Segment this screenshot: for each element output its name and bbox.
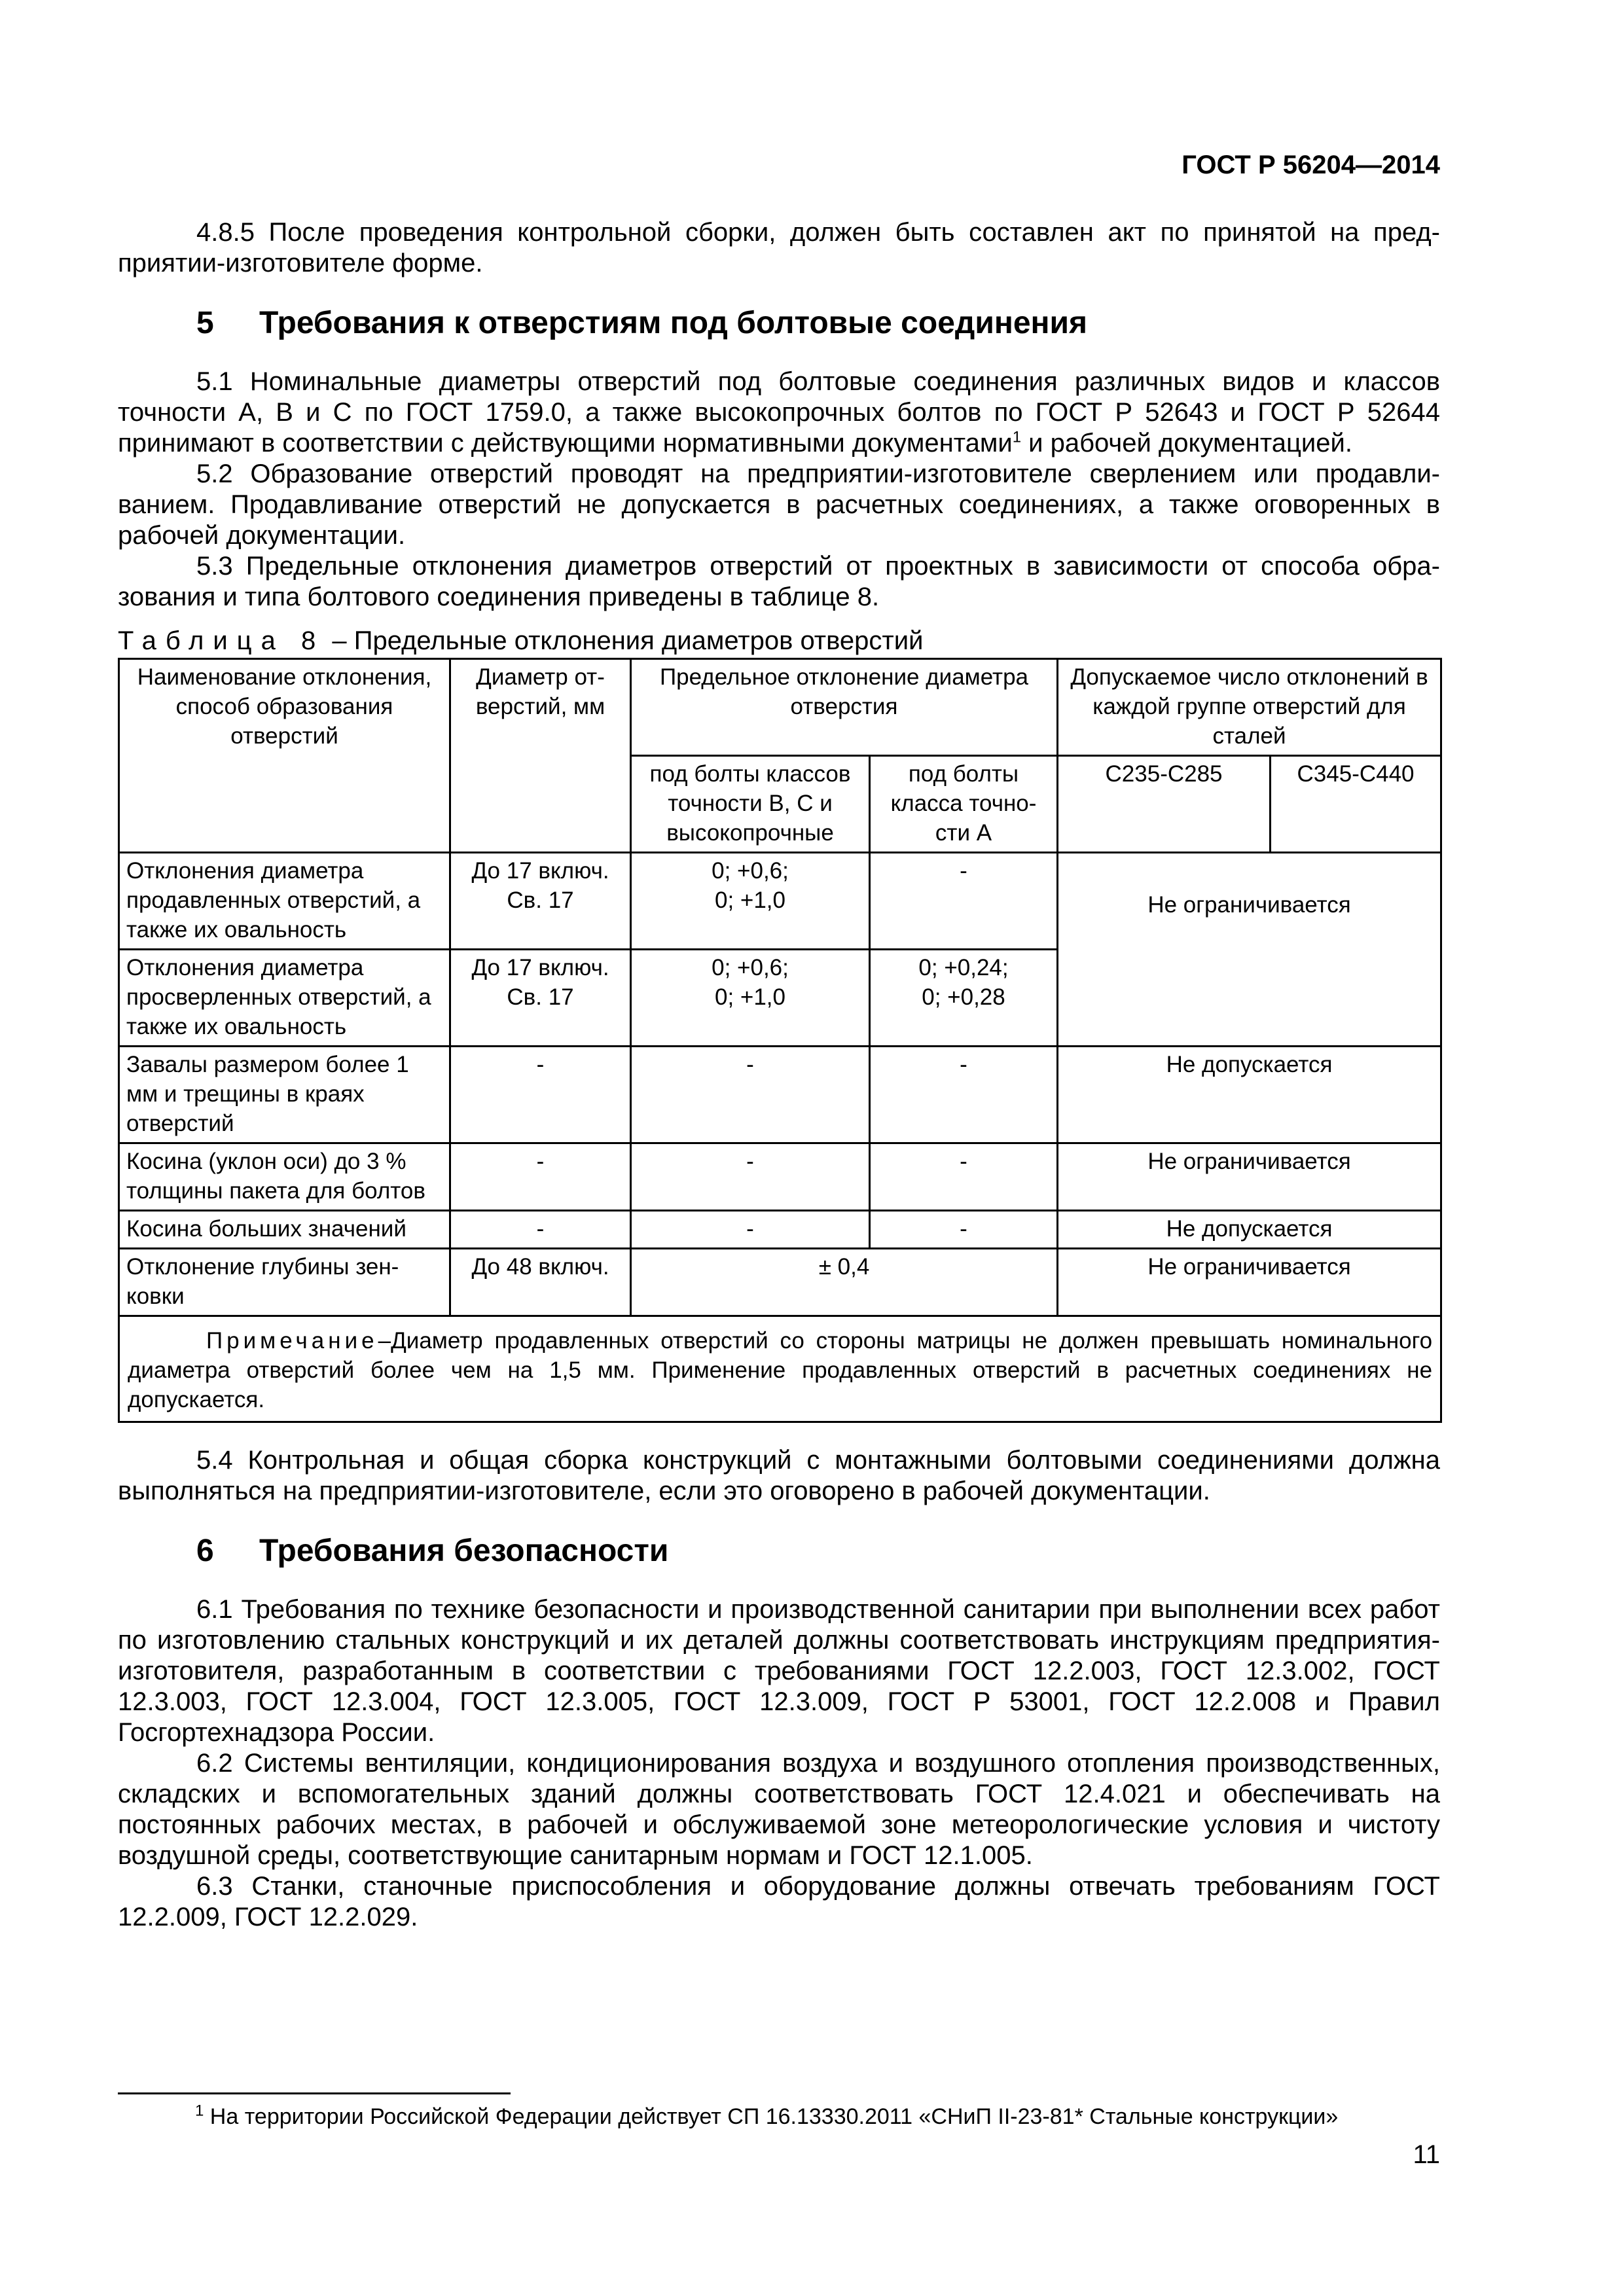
footnote-text: На территории Российской Федерации действует СП 16.13330.2011 «СНиП II-23-81* Стальные конструкции» bbox=[204, 2104, 1339, 2129]
table-header-row bbox=[119, 659, 1441, 756]
row-diameter: - bbox=[450, 1047, 631, 1143]
table-row bbox=[119, 1211, 1441, 1249]
paragraph-6-3: 6.3 Станки, станочные приспособления и оборудование должны отвечать требованиям ГОСТ 12.2.009, ГОСТ 12.2.029. bbox=[118, 1872, 1440, 1931]
row-allowed: Не ограничивается bbox=[1058, 1143, 1441, 1211]
row-dev-a bbox=[870, 853, 1058, 950]
paragraph-5-2: 5.2 Образование отверстий проводят на предприятии-изготовителе сверлением или продавливанием. Продавливание отверстий не допускается в расчетных соединениях, а также оговоренных в рабочей документации. bbox=[118, 459, 1440, 550]
note-text: Диаметр продавленных отверстий со стороны матрицы не должен превышать номинального диаметра отверстий более чем на 1,5 мм. Применение продавленных отверстий в расчетных соединениях не допускается. bbox=[128, 1328, 1433, 1412]
table-8-caption-label: Таблица 8 bbox=[118, 626, 325, 655]
header-bolts-bc: под болты классов точности В, С и высокопрочные bbox=[631, 756, 870, 853]
row-dev-line: 0; +0,28 bbox=[922, 984, 1005, 1010]
row-diameter-line: Св. 17 bbox=[507, 888, 574, 913]
row-diameter: До 48 включ. bbox=[450, 1249, 631, 1316]
paragraph-6-2: 6.2 Системы вентиляции, кондиционирования воздуха и воздушного отопления производственных, складских и вспомогательных зданий должны соответствовать ГОСТ 12.4.021 и обеспечивать на постоянных рабочих местах, в рабочей и обслуживаемой зоне метеорологические условия и чистоту воздушной среды, соответствующие санитарным нормам и ГОСТ 12.1.005. bbox=[118, 1749, 1440, 1870]
table-8-caption-dash: – bbox=[332, 626, 347, 655]
row-name: Завалы размером более 1 мм и трещины в краях отверстий bbox=[119, 1047, 450, 1143]
row-dev-line: 0; +1,0 bbox=[714, 888, 785, 913]
row-diameter-line: До 17 включ. bbox=[471, 858, 609, 884]
page-number: 11 bbox=[1413, 2140, 1440, 2169]
row-dev-bc: - bbox=[631, 1211, 870, 1249]
section-5-title: Требования к отверстиям под болтовые соединения bbox=[259, 306, 1088, 340]
table-row bbox=[119, 1047, 1441, 1143]
table-8 bbox=[118, 658, 1442, 1423]
paragraph-5-3: 5.3 Предельные отклонения диаметров отверстий от проектных в зависимости от способа образования и типа болтового соединения приведены в таблице 8. bbox=[118, 552, 1440, 611]
row-name: Косина больших значений bbox=[119, 1211, 450, 1249]
header-allowed-count: Допускаемое число отклонений в каждой группе отверстий для сталей bbox=[1058, 659, 1441, 756]
section-5-number: 5 bbox=[196, 306, 214, 340]
table-row bbox=[119, 1249, 1441, 1316]
row-diameter: - bbox=[450, 1211, 631, 1249]
row-allowed-merged: Не ограничивается bbox=[1058, 853, 1441, 1047]
table-note bbox=[119, 1316, 1441, 1422]
page-content bbox=[118, 217, 1440, 1933]
row-diameter-line: Св. 17 bbox=[507, 984, 574, 1010]
header-steel-c345: С345-С440 bbox=[1271, 756, 1441, 853]
section-6-number: 6 bbox=[196, 1534, 214, 1568]
row-dev-a: - bbox=[870, 1211, 1058, 1249]
paragraph-5-4: 5.4 Контрольная и общая сборка конструкций с монтажными болтовыми соединениями должна выполняться на предприятии-изготовителе, если это оговорено в рабочей документации. bbox=[118, 1446, 1440, 1505]
row-allowed: Не допускается bbox=[1058, 1047, 1441, 1143]
section-6-heading bbox=[118, 1533, 1440, 1570]
row-dev-a bbox=[870, 950, 1058, 1047]
paragraph-5-1-tail: и рабочей документацией. bbox=[1021, 429, 1352, 457]
paragraph-5-1 bbox=[118, 367, 1440, 459]
table-row bbox=[119, 1143, 1441, 1211]
row-dev-bc: - bbox=[631, 1143, 870, 1211]
paragraph-6-1: 6.1 Требования по технике безопасности и производственной санитарии при выполнении всех работ по изготовлению стальных конструкций и их деталей должны соответствовать инструкциям предприятия-изготовителя, разработанным в соответствии с требованиями ГОСТ 12.2.003, ГОСТ 12.3.002, ГОСТ 12.3.003, ГОСТ 12.3.004, ГОСТ 12.3.005, ГОСТ 12.3.009, ГОСТ Р 53001, ГОСТ 12.2.008 и Правил Госгортехнадзора России. bbox=[118, 1595, 1440, 1747]
row-dev-line: - bbox=[960, 858, 967, 884]
section-5-heading bbox=[118, 305, 1440, 342]
row-dev-line: 0; +0,24; bbox=[918, 955, 1009, 980]
header-limit-deviation: Предельное отклонение диаметра отверстия bbox=[631, 659, 1058, 756]
row-dev-bc bbox=[631, 853, 870, 950]
footnote-marker: 1 bbox=[195, 2102, 204, 2120]
row-dev-bc: - bbox=[631, 1047, 870, 1143]
note-dash: – bbox=[378, 1328, 391, 1354]
row-name: Отклонение глубины зенковки bbox=[119, 1249, 450, 1316]
row-diameter bbox=[450, 950, 631, 1047]
row-dev-line: 0; +0,6; bbox=[712, 858, 789, 884]
row-allowed: Не ограничивается bbox=[1058, 1249, 1441, 1316]
table-8-caption-text: Предельные отклонения диаметров отверстий bbox=[353, 626, 924, 655]
row-dev-a: - bbox=[870, 1143, 1058, 1211]
paragraph-4-8-5: 4.8.5 После проведения контрольной сборки, должен быть составлен акт по принятой на предприятии-изготовителе форме. bbox=[118, 218, 1440, 278]
row-dev-merged: ± 0,4 bbox=[631, 1249, 1058, 1316]
footnote-ref: 1 bbox=[1012, 428, 1022, 446]
row-name: Отклонения диаметра продавленных отверстий, а также их овальность bbox=[119, 853, 450, 950]
header-bolts-a: под болты класса точности А bbox=[870, 756, 1058, 853]
section-6-title: Требования безопасности bbox=[259, 1534, 669, 1568]
header-diameter: Диаметр отверстий, мм bbox=[450, 659, 631, 853]
table-8-caption bbox=[118, 626, 1440, 656]
table-note-row bbox=[119, 1316, 1441, 1422]
row-dev-line: 0; +0,6; bbox=[712, 955, 789, 980]
paragraph-5-1-text: 5.1 Номинальные диаметры отверстий под болтовые соединения различных видов и классов точности А, В и С по ГОСТ 1759.0, а также высокопрочных болтов по ГОСТ Р 52643 и ГОСТ Р 52644 принимают в соответствии с действующими нормативными документами bbox=[118, 367, 1440, 457]
header-steel-c235: С235-С285 bbox=[1058, 756, 1271, 853]
row-dev-a: - bbox=[870, 1047, 1058, 1143]
row-dev-bc bbox=[631, 950, 870, 1047]
table-row bbox=[119, 853, 1441, 950]
row-dev-line: 0; +1,0 bbox=[714, 984, 785, 1010]
row-diameter: - bbox=[450, 1143, 631, 1211]
row-name: Отклонения диаметра просверленных отверстий, а также их овальность bbox=[119, 950, 450, 1047]
document-code-header: ГОСТ Р 56204—2014 bbox=[1182, 151, 1440, 179]
row-diameter-line: До 17 включ. bbox=[471, 955, 609, 980]
footnote bbox=[195, 2102, 1338, 2131]
header-name: Наименование отклонения, способ образования отверстий bbox=[119, 659, 450, 853]
note-label: Примечание bbox=[206, 1328, 378, 1354]
row-allowed: Не допускается bbox=[1058, 1211, 1441, 1249]
row-diameter bbox=[450, 853, 631, 950]
footnote-separator bbox=[118, 2092, 511, 2094]
row-name: Косина (уклон оси) до 3 % толщины пакета для болтов bbox=[119, 1143, 450, 1211]
